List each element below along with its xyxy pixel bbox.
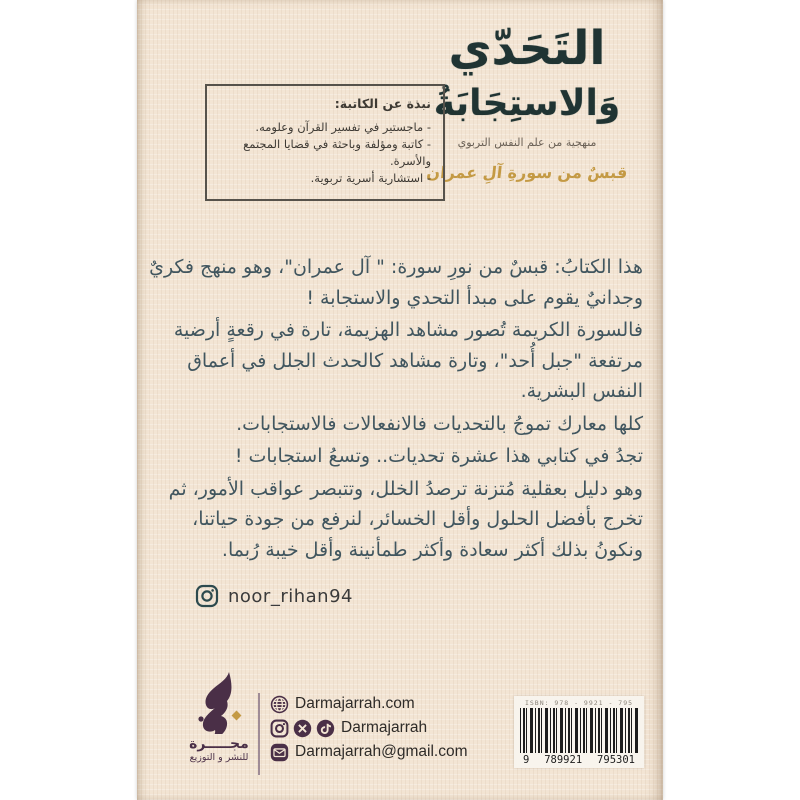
isbn-barcode-sticker bbox=[514, 696, 644, 768]
instagram-icon bbox=[270, 719, 289, 738]
book-back-cover bbox=[137, 0, 663, 800]
blurb-paragraph: تجدُ في كتابي هذا عشرة تحديات.. وتسعُ استجابات ! bbox=[234, 445, 643, 467]
author-instagram-handle: noor_rihan94 bbox=[228, 585, 353, 607]
gold-calligraphy-tagline: قبسٌ من سورةِ آلِ عمران bbox=[425, 163, 629, 182]
about-author-item: - استشارية أسرية تربوية. bbox=[310, 171, 431, 185]
isbn-text: ISBN: 978 - 9921 - 795 bbox=[524, 699, 634, 707]
book-title-line2: وَالاستِجَابَةُ bbox=[433, 83, 621, 124]
barcode-bars bbox=[520, 708, 638, 753]
publisher-email: Darmajarrah@gmail.com bbox=[295, 743, 468, 760]
blurb-paragraph: وهو دليل بعقلية مُتزنة ترصدُ الخلل، وتتبصر عواقب الأمور، ثم تخرج بأفضل الحلول وأقل الخسائر، لنرفع من جودة حياتنا، ونكونُ بذلك أكثر سعادة وأكثر طمأنينة وأقل خيبة رُبما. bbox=[168, 477, 643, 561]
publisher-website: Darmajarrah.com bbox=[295, 695, 415, 712]
publisher-logo-block bbox=[171, 672, 267, 764]
publisher-logo-mark-icon bbox=[171, 672, 267, 734]
tiktok-icon bbox=[316, 719, 335, 738]
about-author-heading: نبذة عن الكاتبة: bbox=[334, 96, 431, 111]
website-row bbox=[270, 692, 468, 716]
blurb-paragraph: فالسورة الكريمة تُصور مشاهد الهزيمة، تارة في رقعةٍ أرضية مرتفعة "جبل أُحد"، وتارة مشاهد كالحدث الجلل في أعماق النفس البشرية. bbox=[173, 319, 643, 402]
social-row bbox=[270, 716, 468, 740]
publisher-tagline-arabic: للنشر و التوزيع bbox=[189, 752, 249, 763]
x-twitter-icon bbox=[293, 719, 312, 738]
blurb-paragraph: كلها معارك تموجُ بالتحديات فالانفعالات فالاستجابات. bbox=[236, 412, 643, 435]
barcode-digit-group: 9 bbox=[523, 754, 530, 766]
publisher-social-handle: Darmajarrah bbox=[341, 719, 428, 736]
publisher-contacts bbox=[270, 692, 468, 764]
publisher-name-arabic: مجـــــرة bbox=[189, 736, 249, 752]
social-icons bbox=[270, 719, 335, 738]
blurb-paragraph: هذا الكتابُ: قبسٌ من نورِ سورة: " آل عمران"، وهو منهج فكريٌ وجدانيٌ يقوم على مبدأ التحدي والاستجابة ! bbox=[149, 256, 643, 309]
barcode-digit-group: 789921 bbox=[544, 754, 583, 766]
book-title-line1: التَحَدّي bbox=[448, 21, 606, 76]
book-subtitle: منهجية من علم النفس التربوي bbox=[457, 136, 597, 149]
about-author-item: - ماجستير في تفسير القرآن وعلومه. bbox=[255, 120, 431, 134]
footer-divider bbox=[258, 693, 260, 775]
about-author-item: - كاتبة ومؤلفة وباحثة في قضايا المجتمع والأسرة. bbox=[243, 137, 431, 168]
barcode-digits bbox=[520, 753, 638, 766]
about-author-box bbox=[205, 84, 445, 201]
instagram-icon bbox=[195, 584, 219, 608]
author-instagram-row bbox=[195, 584, 353, 608]
globe-icon bbox=[270, 695, 289, 714]
barcode-digit-group: 795301 bbox=[597, 754, 635, 766]
email-row bbox=[270, 740, 468, 764]
book-blurb bbox=[149, 252, 643, 567]
email-icon bbox=[270, 743, 289, 762]
